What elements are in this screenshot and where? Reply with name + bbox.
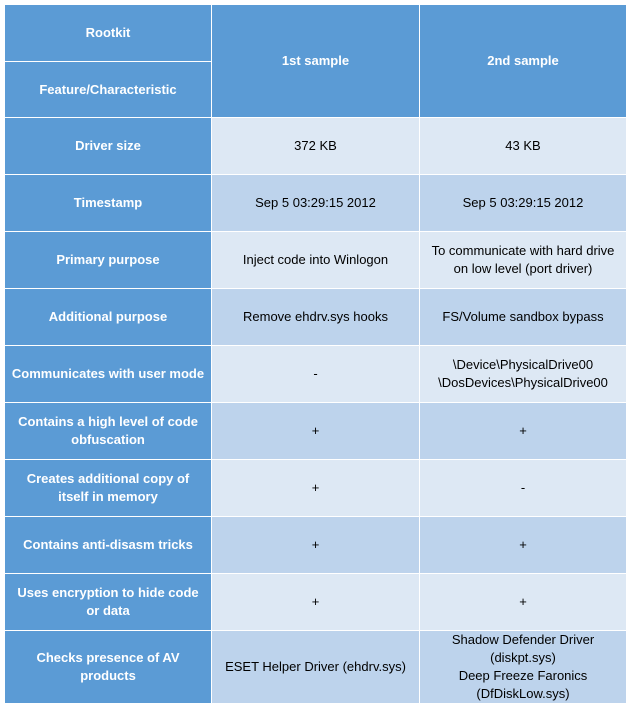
row-label: Driver size xyxy=(5,118,212,175)
sample1-value: + xyxy=(212,574,420,631)
sample1-value: + xyxy=(212,460,420,517)
row-label: Communicates with user mode xyxy=(5,346,212,403)
sample2-value: Shadow Defender Driver (diskpt.sys) Deep Freeze Faronics (DfDiskLow.sys) xyxy=(420,631,627,704)
sample2-value: \Device\PhysicalDrive00 \DosDevices\PhysicalDrive00 xyxy=(420,346,627,403)
row-label: Primary purpose xyxy=(5,232,212,289)
sample2-value: Sep 5 03:29:15 2012 xyxy=(420,175,627,232)
table-row xyxy=(5,631,627,704)
table-row xyxy=(5,346,627,403)
sample2-value: - xyxy=(420,460,627,517)
table-row xyxy=(5,289,627,346)
sample1-value: + xyxy=(212,403,420,460)
sample2-value: + xyxy=(420,517,627,574)
table-row xyxy=(5,118,627,175)
sample1-value: + xyxy=(212,517,420,574)
table-row xyxy=(5,574,627,631)
table-row xyxy=(5,175,627,232)
sample1-value: - xyxy=(212,346,420,403)
row-label: Contains a high level of code obfuscation xyxy=(5,403,212,460)
sample1-value: Sep 5 03:29:15 2012 xyxy=(212,175,420,232)
sample2-value: To communicate with hard drive on low level (port driver) xyxy=(420,232,627,289)
header-rootkit: Rootkit xyxy=(5,5,212,62)
row-label: Creates additional copy of itself in memory xyxy=(5,460,212,517)
sample2-value: FS/Volume sandbox bypass xyxy=(420,289,627,346)
sample1-value: 372 KB xyxy=(212,118,420,175)
row-label: Timestamp xyxy=(5,175,212,232)
row-label: Additional purpose xyxy=(5,289,212,346)
sample1-value: ESET Helper Driver (ehdrv.sys) xyxy=(212,631,420,704)
table-row xyxy=(5,460,627,517)
header-1st-sample: 1st sample xyxy=(212,5,420,118)
table-row xyxy=(5,232,627,289)
row-label: Checks presence of AV products xyxy=(5,631,212,704)
comparison-table xyxy=(4,4,627,704)
sample2-value: + xyxy=(420,574,627,631)
sample1-value: Remove ehdrv.sys hooks xyxy=(212,289,420,346)
header-feature: Feature/Characteristic xyxy=(5,62,212,118)
table-row xyxy=(5,517,627,574)
header-2nd-sample: 2nd sample xyxy=(420,5,627,118)
sample2-value: + xyxy=(420,403,627,460)
row-label: Contains anti-disasm tricks xyxy=(5,517,212,574)
sample1-value: Inject code into Winlogon xyxy=(212,232,420,289)
table-row xyxy=(5,403,627,460)
sample2-value: 43 KB xyxy=(420,118,627,175)
row-label: Uses encryption to hide code or data xyxy=(5,574,212,631)
